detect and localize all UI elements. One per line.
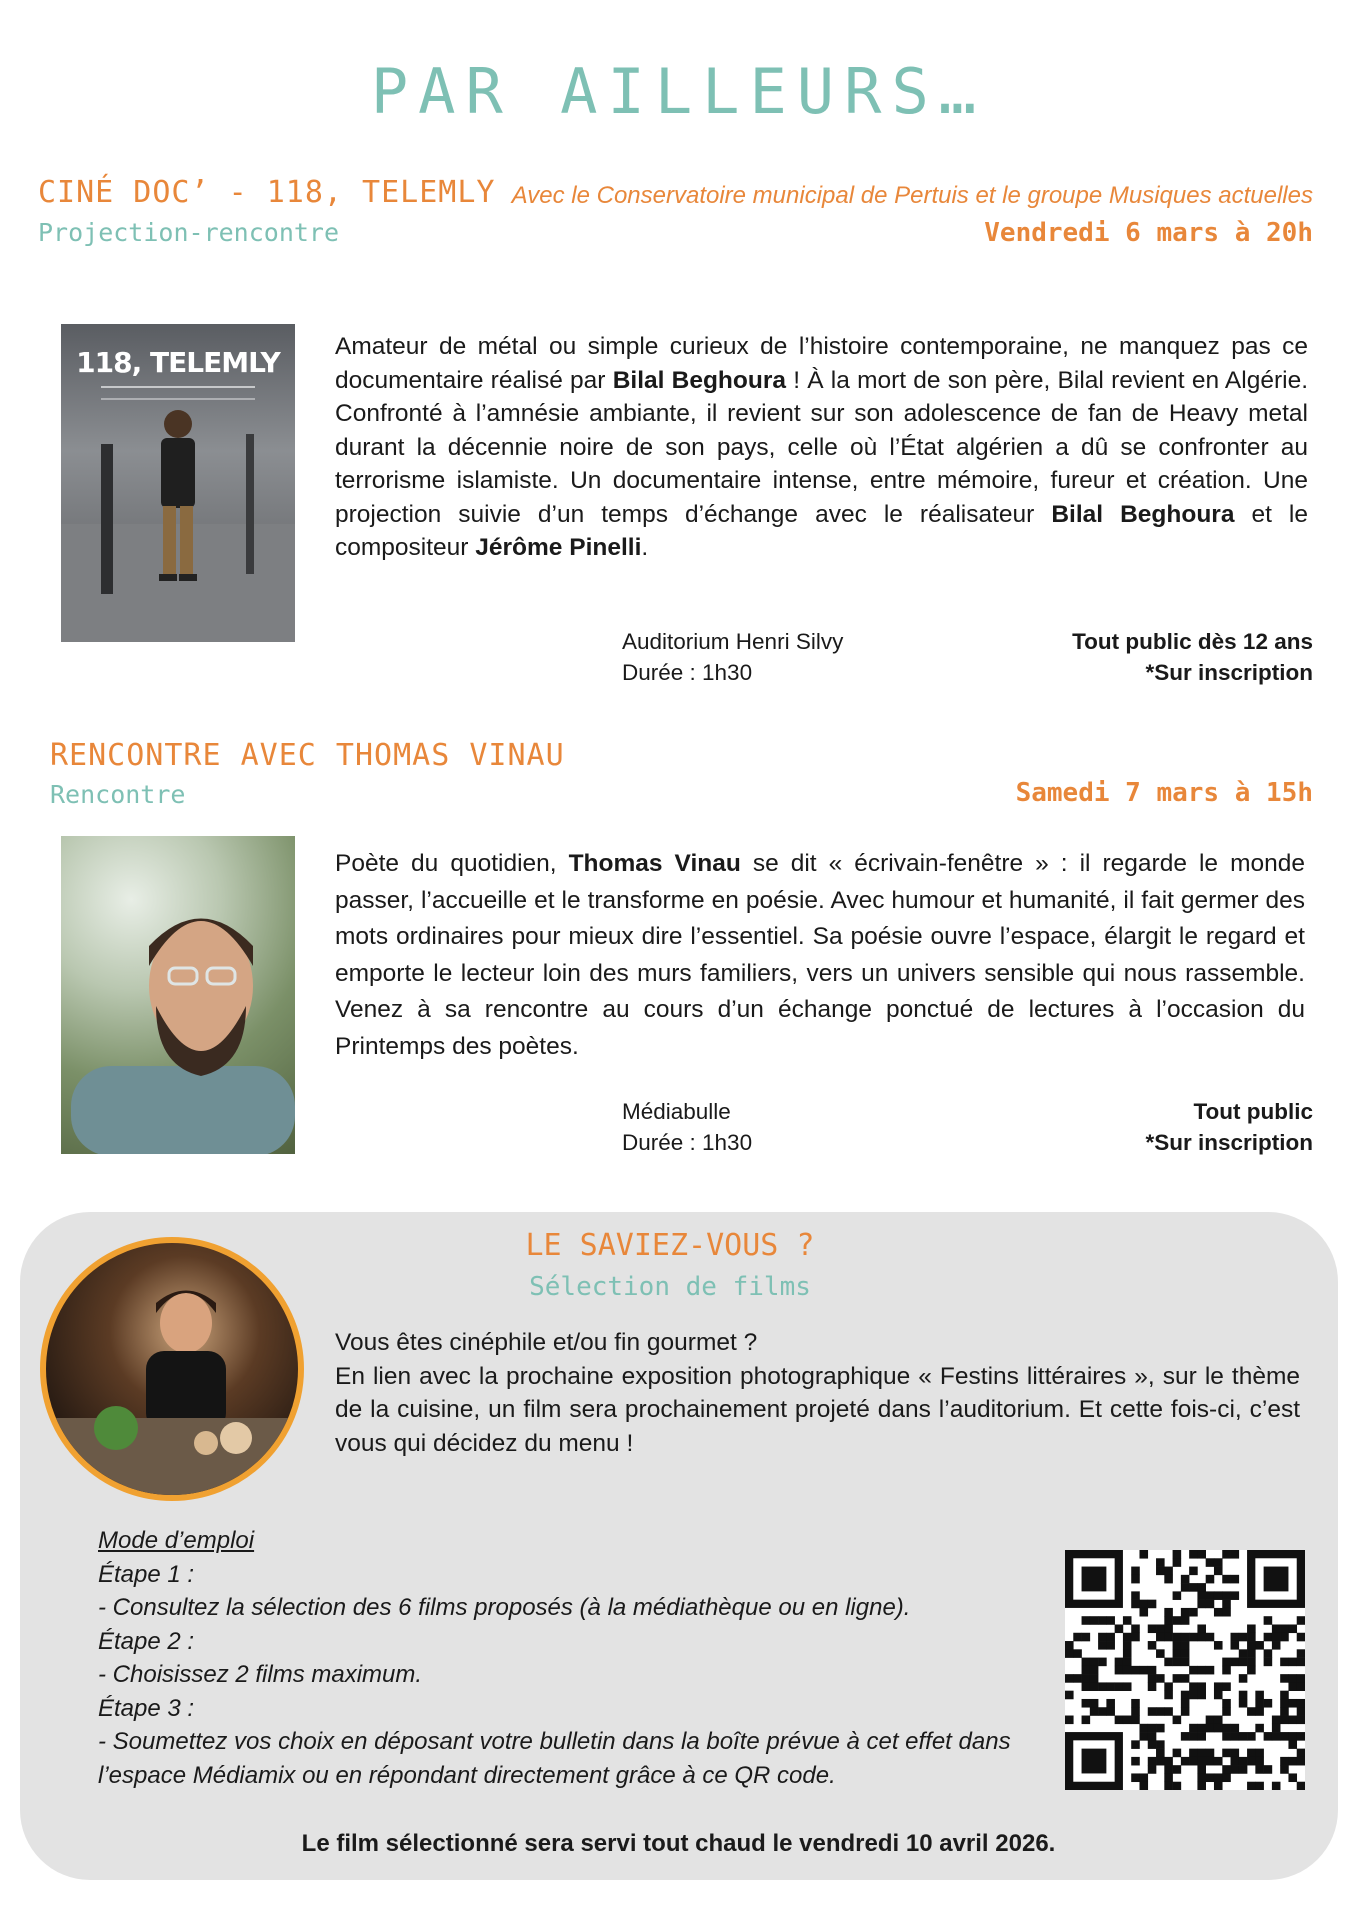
- qr-code[interactable]: [1065, 1550, 1305, 1790]
- event1-place: Auditorium Henri Silvy: [622, 629, 844, 654]
- event2-audience: Tout public: [1193, 1099, 1313, 1124]
- event1-audience: Tout public dès 12 ans: [1072, 629, 1313, 654]
- event1-registration: *Sur inscription: [1145, 660, 1313, 685]
- instructions-title: Mode d’emploi: [98, 1527, 255, 1554]
- step1-label: Étape 1 :: [98, 1560, 195, 1588]
- chef-illustration: [46, 1243, 298, 1495]
- event1-partners: Avec le Conservatoire municipal de Pertuis et le groupe Musiques actuelles: [511, 182, 1313, 209]
- event2-audience-block: [1145, 1096, 1313, 1158]
- event2-subtitle: Rencontre: [50, 780, 186, 809]
- event1-date: Vendredi 6 mars à 20h: [984, 218, 1313, 248]
- walking-man-illustration: [61, 324, 295, 642]
- step3-text: - Soumettez vos choix en déposant votre bulletin dans la boîte prévue à cet effet dans l’espace Médiamix ou en répondant directement grâce à ce QR code.: [98, 1728, 1011, 1789]
- step1-text: - Consultez la sélection des 6 films proposés (à la médiathèque ou en ligne).: [98, 1594, 911, 1621]
- box-subtitle: Sélection de films: [529, 1272, 811, 1302]
- event2-date: Samedi 7 mars à 15h: [1015, 778, 1313, 808]
- step3-label: Étape 3 :: [98, 1694, 195, 1722]
- author-portrait-illustration: [61, 836, 295, 1154]
- event2-place: Médiabulle: [622, 1099, 731, 1124]
- box-intro-line1: Vous êtes cinéphile et/ou fin gourmet ?: [335, 1329, 758, 1356]
- qr-code-icon: [1065, 1550, 1305, 1790]
- step2-text: - Choisissez 2 films maximum.: [98, 1661, 423, 1688]
- event2-title: RENCONTRE AVEC THOMAS VINAU: [50, 738, 565, 773]
- event1-audience-block: [1072, 626, 1313, 688]
- event2-location: [622, 1096, 752, 1158]
- event2-registration: *Sur inscription: [1145, 1130, 1313, 1155]
- box-title: LE SAVIEZ-VOUS ?: [525, 1228, 815, 1263]
- cooking-photo: [40, 1237, 304, 1501]
- event1-duration: Durée : 1h30: [622, 660, 753, 685]
- box-final-note: Le film sélectionné sera servi tout chaud le vendredi 10 avril 2026.: [301, 1830, 1056, 1857]
- box-intro-line2: En lien avec la prochaine exposition photographique « Festins littéraires », sur le thème de la cuisine, un film sera prochainement projeté dans l’auditorium. Et cette fois-ci, c’est vous qui décidez du menu !: [335, 1362, 1300, 1457]
- poster-title: 118, TELEMLY: [76, 346, 280, 379]
- event1-description: Amateur de métal ou simple curieux de l’histoire contemporaine, ne manquez pas ce documentaire réalisé par Bilal Beghoura ! À la mort de son père, Bilal revient en Algérie. Confronté à l’amnésie ambiante, il revient sur son adolescence de fan de Heavy metal durant la décennie noire de son pays, celle où l’État algérien a dû se confronter au terrorisme islamiste. Un documentaire intense, entre mémoire, fureur et création. Une projection suivie d’un temps d’échange avec le réalisateur Bilal Beghoura et le compositeur Jérôme Pinelli.: [335, 333, 1309, 561]
- event2-duration: Durée : 1h30: [622, 1130, 753, 1155]
- page-title: PAR AILLEURS…: [370, 55, 987, 128]
- film-poster: [61, 324, 295, 642]
- event1-location: [622, 626, 843, 688]
- box-intro: [335, 1326, 1300, 1460]
- event1-subtitle: Projection-rencontre: [38, 218, 340, 247]
- author-photo: [61, 836, 295, 1154]
- instructions: [98, 1524, 1058, 1792]
- event1-title: CINÉ DOC’ - 118, TELEMLY: [38, 175, 496, 210]
- step2-label: Étape 2 :: [98, 1627, 195, 1655]
- event2-description: Poète du quotidien, Thomas Vinau se dit « écrivain-fenêtre » : il regarde le monde passer, l’accueille et le transforme en poésie. Avec humour et humanité, il fait germer des mots ordinaires pour mieux dire l’essentiel. Sa poésie ouvre l’espace, élargit le regard et emporte le lecteur loin des murs familiers, vers un univers sensible qui nous rassemble. Venez à sa rencontre au cours d’un échange ponctué de lectures à l’occasion du Printemps des poètes.: [335, 850, 1305, 1060]
